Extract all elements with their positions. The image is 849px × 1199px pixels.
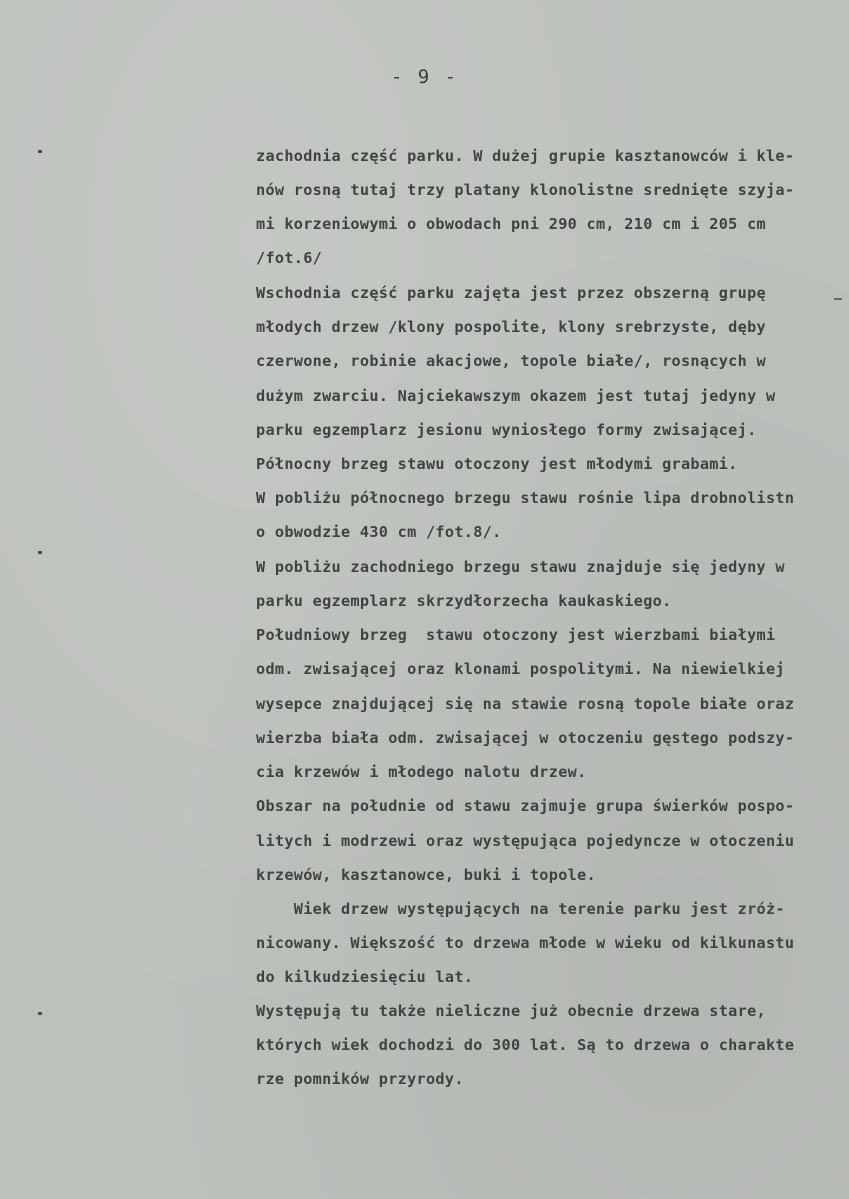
text-line: Północny brzeg stawu otoczony jest młodymi grabami. (256, 455, 738, 473)
text-line: których wiek dochodzi do 300 lat. Są to drzewa o charakte (256, 1036, 795, 1054)
text-line: młodych drzew /klony pospolite, klony srebrzyste, dęby (256, 318, 766, 336)
text-line: odm. zwisającej oraz klonami pospolitymi. Na niewielkiej (256, 660, 785, 678)
text-line: Występują tu także nieliczne już obecnie drzewa stare, (256, 1002, 766, 1020)
text-line: parku egzemplarz jesionu wyniosłego formy zwisającej. (256, 421, 757, 439)
text-line: W pobliżu północnego brzegu stawu rośnie lipa drobnolistn (256, 489, 795, 507)
punch-mark (38, 150, 42, 153)
text-line: Wiek drzew występujących na terenie parku jest zróż- (256, 900, 785, 918)
edge-mark (834, 298, 842, 300)
text-line: dużym zwarciu. Najciekawszym okazem jest tutaj jedyny w (256, 387, 776, 405)
text-line: Obszar na południe od stawu zajmuje grupa świerków pospo- (256, 797, 795, 815)
text-line: parku egzemplarz skrzydłorzecha kaukaskiego. (256, 592, 672, 610)
text-line: nów rosną tutaj trzy platany klonolistne srednięte szyja- (256, 181, 795, 199)
text-line: rze pomników przyrody. (256, 1070, 464, 1088)
text-line: do kilkudziesięciu lat. (256, 968, 474, 986)
text-line: /fot.6/ (256, 249, 323, 267)
text-line: nicowany. Większość to drzewa młode w wieku od kilkunastu (256, 934, 795, 952)
text-line: mi korzeniowymi o obwodach pni 290 cm, 210 cm i 205 cm (256, 215, 766, 233)
text-line: W pobliżu zachodniego brzegu stawu znajduje się jedyny w (256, 558, 785, 576)
punch-mark (38, 551, 42, 554)
text-line: czerwone, robinie akacjowe, topole białe/, rosnących w (256, 352, 766, 370)
text-line: wierzba biała odm. zwisającej w otoczeniu gęstego podszy- (256, 729, 795, 747)
page-number: - 9 - (390, 66, 459, 88)
text-line: Wschodnia część parku zajęta jest przez obszerną grupę (256, 284, 766, 302)
text-line: o obwodzie 430 cm /fot.8/. (256, 523, 502, 541)
text-line: zachodnia część parku. W dużej grupie kasztanowców i kle- (256, 147, 795, 165)
text-line: Południowy brzeg stawu otoczony jest wierzbami białymi (256, 626, 776, 644)
text-line: wysepce znajdującej się na stawie rosną topole białe oraz (256, 695, 795, 713)
text-line: cia krzewów i młodego nalotu drzew. (256, 763, 587, 781)
punch-mark (38, 1012, 42, 1015)
text-line: litych i modrzewi oraz występująca pojedyncze w otoczeniu (256, 832, 795, 850)
text-line: krzewów, kasztanowce, buki i topole. (256, 866, 596, 884)
